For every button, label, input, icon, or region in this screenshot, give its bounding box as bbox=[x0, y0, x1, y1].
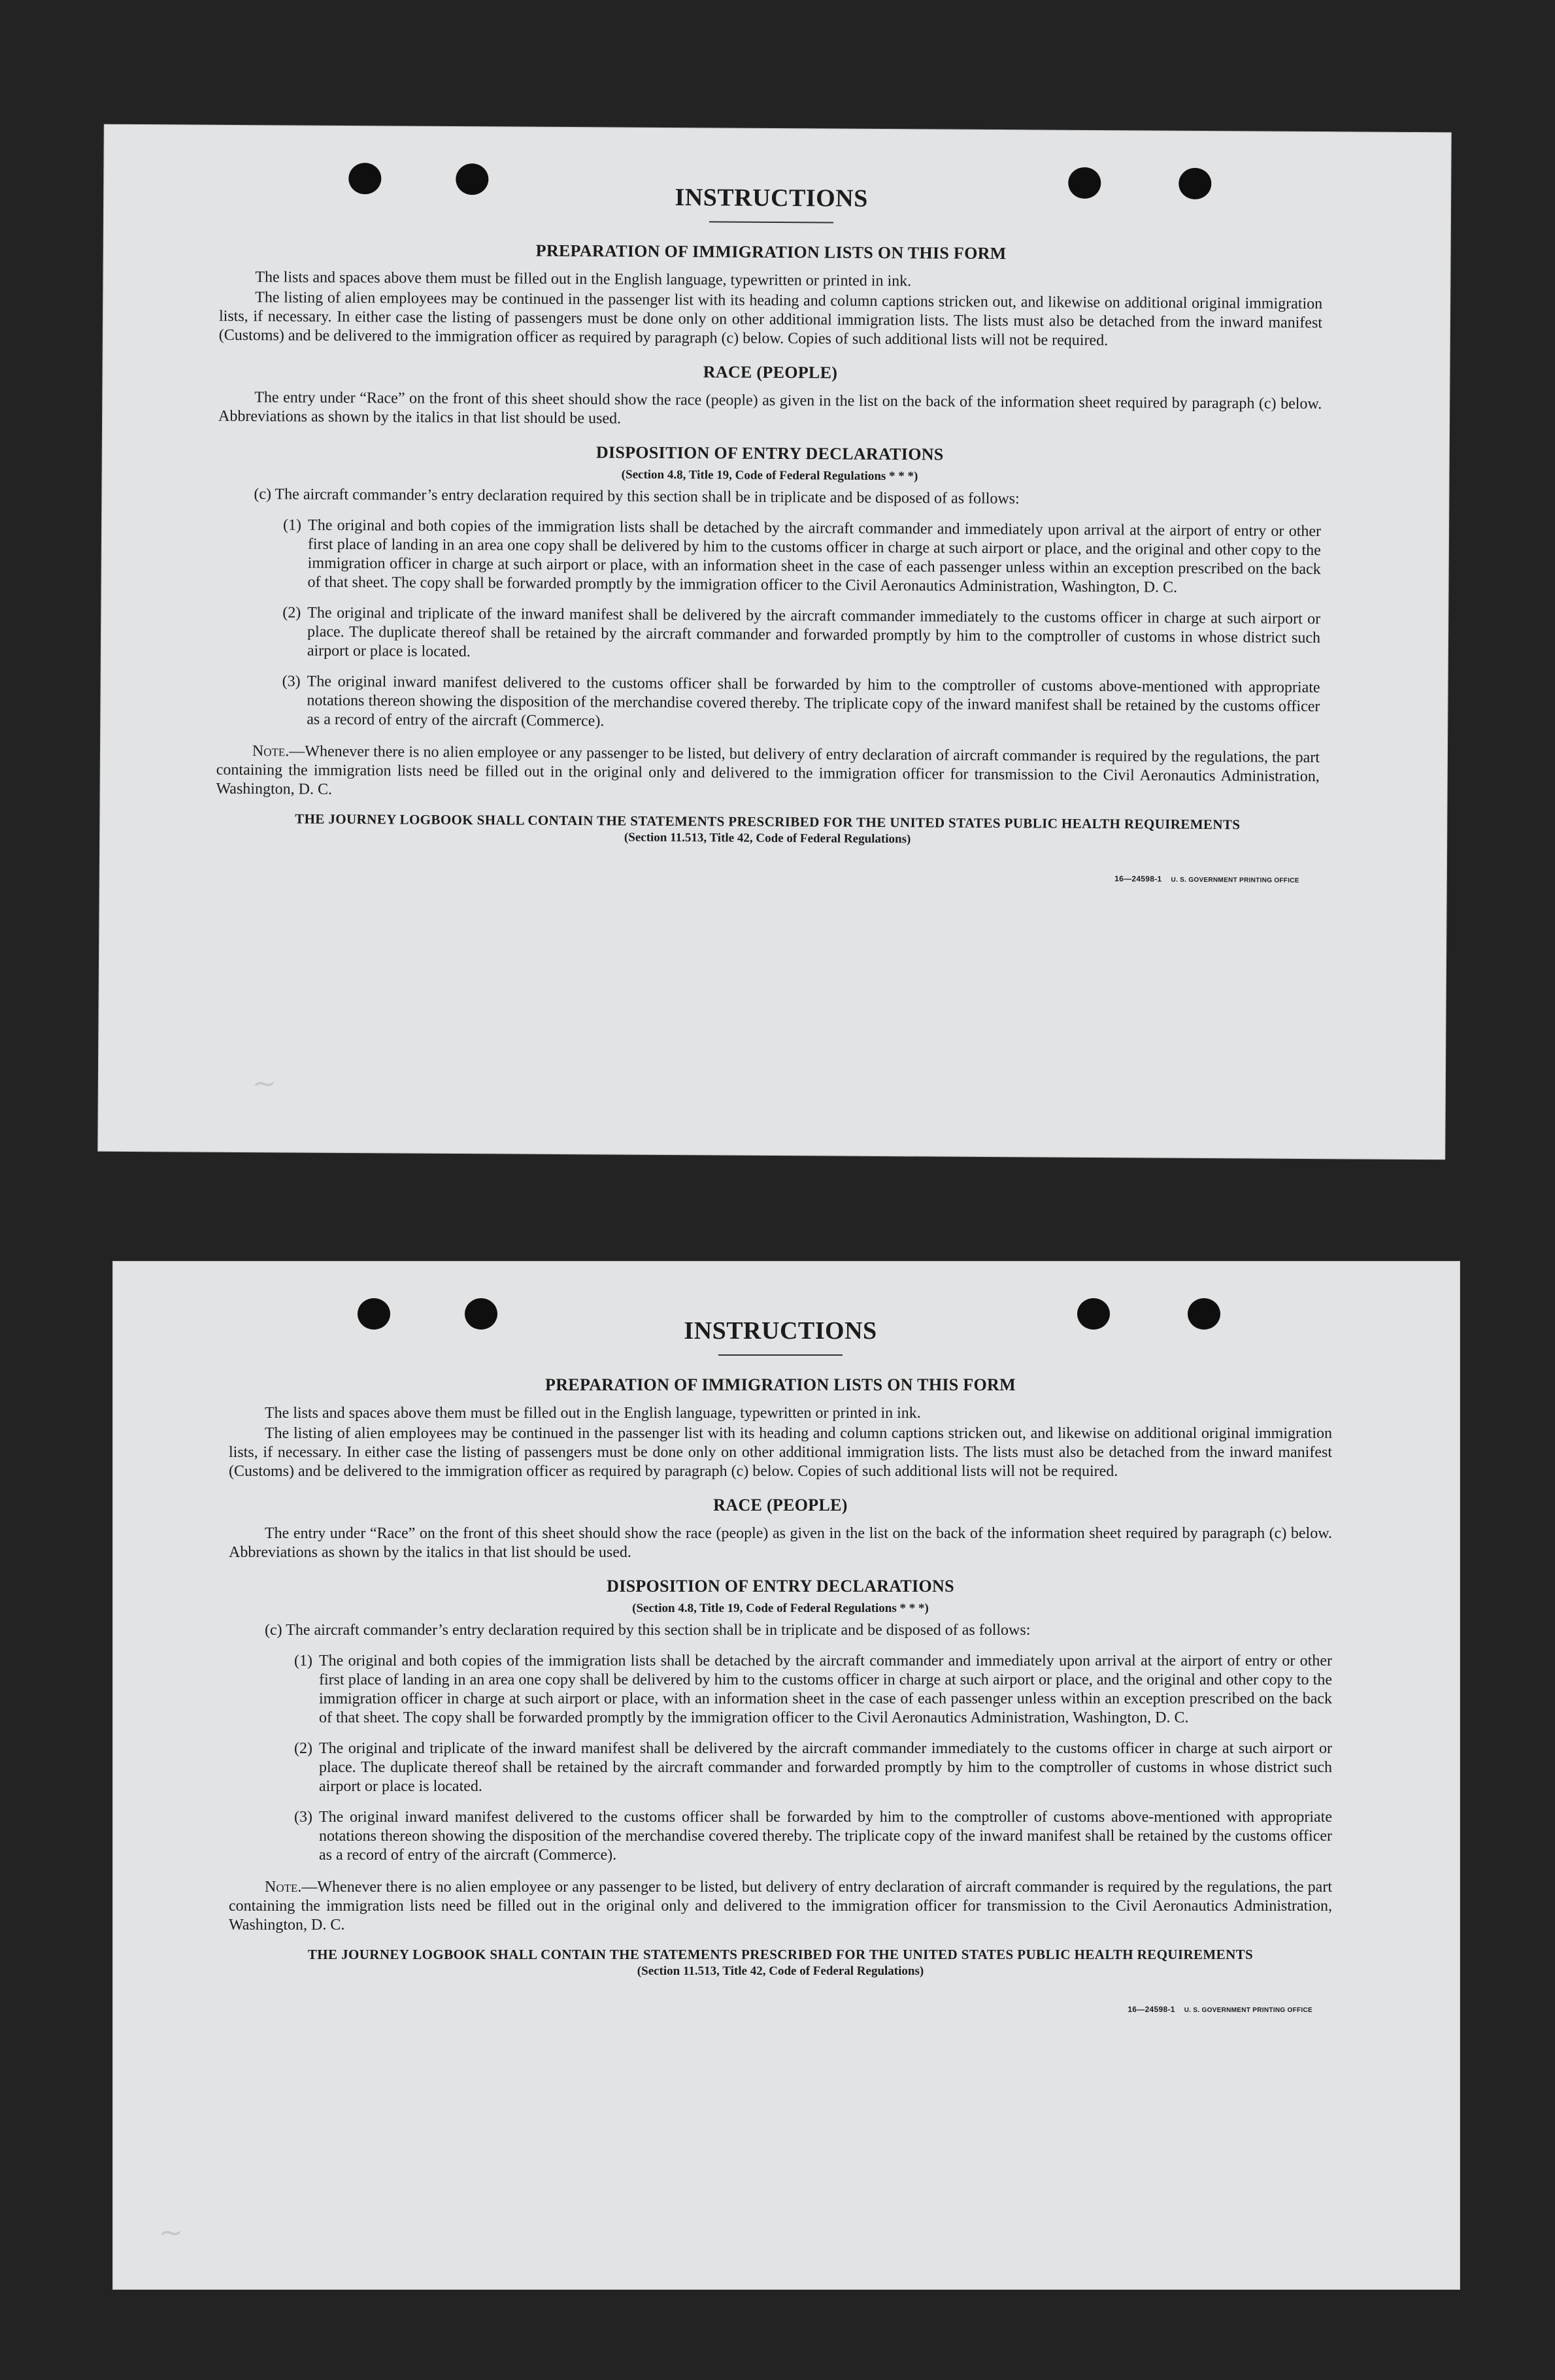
paragraph-alien-employees: The listing of alien employees may be continued in the passenger list with its heading and column captions stricken out, and likewise on additional original immigration lists, if necessary. In either case the listing of passengers must be done only on other additional immigration lists. The lists must also be detached from the inward manifest (Customs) and be delivered to the immigration officer as required by paragraph (c) below. Copies of such additional lists will not be required. bbox=[218, 289, 1323, 350]
page-title: INSTRUCTIONS bbox=[684, 1317, 877, 1345]
journey-citation: (Section 11.513, Title 42, Code of Federal Regulations) bbox=[624, 830, 911, 846]
sheet-body bbox=[216, 180, 1323, 884]
list-item bbox=[294, 1739, 1332, 1796]
section-heading-preparation: PREPARATION OF IMMIGRATION LISTS ON THIS FORM bbox=[535, 241, 1007, 263]
note-paragraph bbox=[216, 742, 1320, 805]
list-item bbox=[282, 672, 1320, 735]
printing-office: U. S. GOVERNMENT PRINTING OFFICE bbox=[1171, 876, 1299, 884]
item-number: (3) bbox=[282, 673, 301, 690]
pencil-mark: ~ bbox=[252, 1067, 276, 1101]
pencil-mark: ~ bbox=[159, 2216, 183, 2249]
section-heading-disposition: DISPOSITION OF ENTRY DECLARATIONS bbox=[607, 1577, 954, 1596]
item-text: The original inward manifest delivered to the customs officer shall be forwarded by him to the comptroller of customs above-mentioned with appropriate notations thereon showing the disposition of the merchandise covered thereby. The triplicate copy of the inward manifest shall be retained by the customs officer as a record of entry of the aircraft (Commerce). bbox=[307, 673, 1320, 730]
journey-logbook-statement: THE JOURNEY LOGBOOK SHALL CONTAIN THE STATEMENTS PRESCRIBED FOR THE UNITED STATES PUBLIC HEALTH REQUIREMENTS bbox=[307, 1947, 1254, 1962]
paragraph-c: (c) The aircraft commander’s entry declaration required by this section shall be in triplicate and be disposed of as follows: bbox=[254, 486, 1020, 508]
item-text: The original and triplicate of the inward manifest shall be delivered by the aircraft commander immediately to the customs officer in charge at such airport or place. The duplicate thereof shall be retained by the aircraft commander and forwarded promptly by him to the comptroller of customs in whose district such airport or place is located. bbox=[319, 1740, 1332, 1795]
item-text: The original inward manifest delivered to the customs officer shall be forwarded by him to the comptroller of customs above-mentioned with appropriate notations thereon showing the disposition of the merchandise covered thereby. The triplicate copy of the inward manifest shall be retained by the customs officer as a record of entry of the aircraft (Commerce). bbox=[319, 1809, 1332, 1864]
item-text: The original and both copies of the immigration lists shall be detached by the aircraft commander and immediately upon arrival at the airport of entry or other first place of landing in an area one copy shall be delivered by him to the customs officer in charge at such airport or place, and the original and other copy to the immigration officer in charge at such airport or place, with an information sheet in the case of each passenger unless within an exception prescribed on the back of that sheet. The copy shall be forwarded promptly by the immigration officer to the Civil Aeronautics Administration, Washington, D. C. bbox=[307, 516, 1322, 596]
journey-citation: (Section 11.513, Title 42, Code of Federal Regulations) bbox=[637, 1964, 924, 1978]
list-item bbox=[282, 603, 1321, 667]
sheet-body bbox=[229, 1316, 1332, 2014]
paragraph-alien-employees: The listing of alien employees may be continued in the passenger list with its heading and column captions stricken out, and likewise on additional original immigration lists, if necessary. In either case the listing of passengers must be done only on other additional immigration lists. The lists must also be detached from the inward manifest (Customs) and be delivered to the immigration officer as required by paragraph (c) below. Copies of such additional lists will not be required. bbox=[229, 1425, 1332, 1480]
form-number: 16—24598-1 bbox=[1114, 874, 1162, 884]
note-text: —Whenever there is no alien employee or any passenger to be listed, but delivery of entry declaration of aircraft commander is required by the regulations, the part containing the immigration lists need be filled out in the original only and delivered to the immigration officer for transmission to the Civil Aeronautics Administration, Washington, D. C. bbox=[216, 743, 1320, 798]
printer-imprint bbox=[216, 869, 1299, 884]
printing-office: U. S. GOVERNMENT PRINTING OFFICE bbox=[1184, 2007, 1313, 2014]
instruction-sheet-2 bbox=[113, 1262, 1460, 2289]
paragraph-race-entry: The entry under “Race” on the front of this sheet should show the race (people) as given in the list on the back of the information sheet required by paragraph (c) below. Abbreviations as shown by the italics in that list should be used. bbox=[218, 389, 1322, 427]
instruction-sheet-1 bbox=[98, 125, 1451, 1160]
list-item bbox=[294, 1652, 1332, 1728]
note-label: Note. bbox=[265, 1879, 302, 1896]
section-heading-race: RACE (PEOPLE) bbox=[703, 362, 838, 382]
item-number: (1) bbox=[282, 516, 302, 534]
page-title: INSTRUCTIONS bbox=[675, 184, 868, 212]
note-paragraph bbox=[229, 1878, 1332, 1935]
title-underline bbox=[718, 1354, 843, 1356]
item-text: The original and triplicate of the inward manifest shall be delivered by the aircraft commander immediately to the customs officer in charge at such airport or place. The duplicate thereof shall be retained by the aircraft commander and forwarded promptly by him to the comptroller of customs in whose district such airport or place is located. bbox=[307, 604, 1321, 661]
note-text: —Whenever there is no alien employee or any passenger to be listed, but delivery of entry declaration of aircraft commander is required by the regulations, the part containing the immigration lists need be filled out in the original only and delivered to the immigration officer for transmission to the Civil Aeronautics Administration, Washington, D. C. bbox=[229, 1879, 1332, 1934]
section-citation: (Section 4.8, Title 19, Code of Federal Regulations * * *) bbox=[621, 467, 918, 484]
section-citation: (Section 4.8, Title 19, Code of Federal Regulations * * *) bbox=[632, 1601, 929, 1615]
list-item bbox=[294, 1808, 1332, 1865]
item-number: (2) bbox=[294, 1740, 312, 1757]
item-number: (2) bbox=[282, 604, 301, 622]
journey-logbook-statement: THE JOURNEY LOGBOOK SHALL CONTAIN THE STATEMENTS PRESCRIBED FOR THE UNITED STATES PUBLIC HEALTH REQUIREMENTS bbox=[295, 811, 1241, 833]
item-number: (1) bbox=[294, 1652, 312, 1669]
section-heading-preparation: PREPARATION OF IMMIGRATION LISTS ON THIS FORM bbox=[545, 1375, 1016, 1394]
paragraph-race-entry: The entry under “Race” on the front of this sheet should show the race (people) as given in the list on the back of the information sheet required by paragraph (c) below. Abbreviations as shown by the italics in that list should be used. bbox=[229, 1525, 1332, 1561]
note-label: Note. bbox=[252, 743, 290, 760]
printer-imprint bbox=[229, 2005, 1313, 2014]
section-heading-disposition: DISPOSITION OF ENTRY DECLARATIONS bbox=[595, 443, 944, 464]
list-item bbox=[282, 516, 1321, 598]
paragraph-lists-in-english: The lists and spaces above them must be filled out in the English language, typewritten or printed in ink. bbox=[265, 1405, 921, 1422]
section-heading-race: RACE (PEOPLE) bbox=[713, 1496, 848, 1515]
paragraph-c: (c) The aircraft commander’s entry declaration required by this section shall be in triplicate and be disposed of as follows: bbox=[265, 1622, 1031, 1639]
item-number: (3) bbox=[294, 1809, 312, 1826]
item-text: The original and both copies of the immigration lists shall be detached by the aircraft commander and immediately upon arrival at the airport of entry or other first place of landing in an area one copy shall be delivered by him to the customs officer in charge at such airport or place, and the original and other copy to the immigration officer in charge at such airport or place, with an information sheet in the case of each passenger unless within an exception prescribed on the back of that sheet. The copy shall be forwarded promptly by the immigration officer to the Civil Aeronautics Administration, Washington, D. C. bbox=[319, 1652, 1332, 1726]
paragraph-lists-in-english: The lists and spaces above them must be filled out in the English language, typewritten or printed in ink. bbox=[255, 269, 912, 290]
title-underline bbox=[709, 221, 833, 223]
form-number: 16—24598-1 bbox=[1128, 2005, 1175, 2014]
